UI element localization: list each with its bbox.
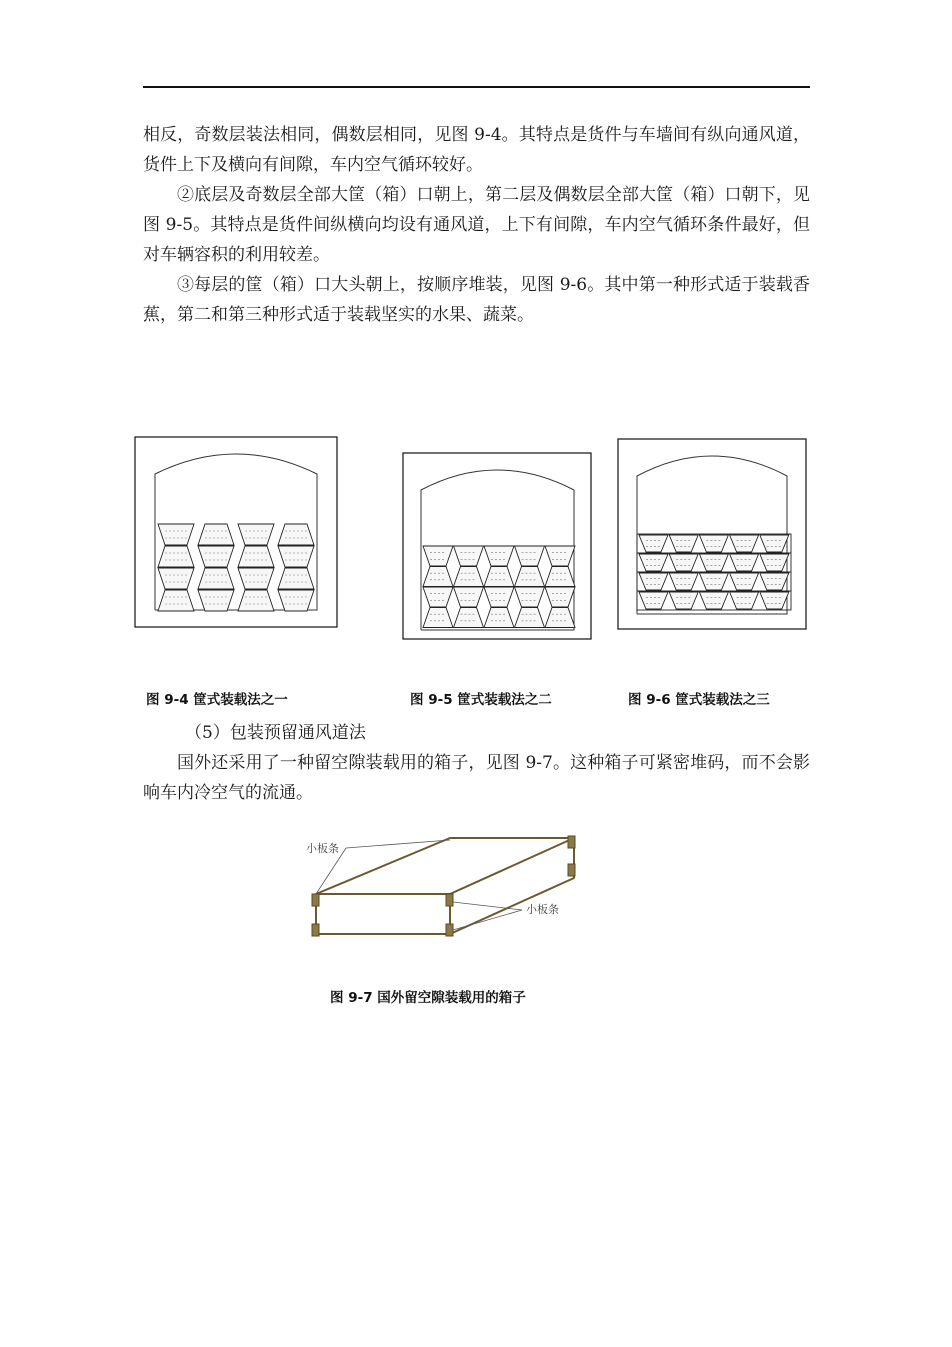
body-text-bottom [143, 718, 810, 808]
basket-shape [760, 554, 789, 571]
paragraph-method-3: ③每层的筐（箱）口大头朝上，按顺序堆装，见图 9-6。其中第一种形式适于装载香蕉，第二和第三种形式适于装载坚实的水果、蔬菜。 [143, 275, 810, 325]
basket-shape [730, 592, 759, 609]
basket-shape [423, 608, 453, 628]
basket-shape [639, 554, 668, 571]
basket-shape [545, 546, 575, 566]
basket-shape [198, 546, 234, 567]
basket-shape [278, 590, 314, 611]
figure-9-7-diagram [300, 830, 590, 970]
basket-shape [515, 587, 545, 607]
body-text-top [143, 120, 810, 330]
basket-shape [699, 573, 728, 590]
basket-shape [238, 590, 274, 611]
basket-shape [484, 567, 514, 587]
basket-shape [515, 546, 545, 566]
basket-shape [238, 568, 274, 589]
basket-shape [158, 546, 194, 567]
basket-shape [198, 524, 234, 545]
basket-shape [669, 573, 698, 590]
paragraph-ventilation-box: 国外还采用了一种留空隙装载用的箱子，见图 9-7。这种箱子可紧密堆码，而不会影响车内冷空气的流通。 [143, 753, 810, 803]
basket-shape [639, 592, 668, 609]
caption-fig-9-7: 图 9-7 国外留空隙装载用的箱子 [330, 990, 526, 1006]
section-heading: （5）包装预留通风道法 [185, 723, 366, 743]
basket-shape [158, 590, 194, 611]
basket-shape [238, 524, 274, 545]
basket-shape [545, 587, 575, 607]
basket-shape [669, 554, 698, 571]
basket-shape [278, 546, 314, 567]
label-slat-top: 小板条 [306, 842, 339, 855]
caption-fig-9-5: 图 9-5 筐式装载法之二 [410, 692, 552, 708]
figure-9-4-diagram [134, 436, 338, 628]
basket-shape [639, 573, 668, 590]
basket-shape [454, 546, 484, 566]
basket-shape [699, 554, 728, 571]
basket-shape [515, 567, 545, 587]
basket-shape [484, 587, 514, 607]
figure-9-5-diagram [402, 452, 592, 640]
basket-shape [669, 592, 698, 609]
basket-shape [423, 546, 453, 566]
caption-fig-9-6: 图 9-6 筐式装载法之三 [628, 692, 770, 708]
basket-shape [423, 587, 453, 607]
basket-shape [545, 608, 575, 628]
basket-shape [730, 573, 759, 590]
label-slat-right: 小板条 [526, 903, 559, 916]
basket-shape [238, 546, 274, 567]
basket-shape [484, 608, 514, 628]
basket-shape [198, 568, 234, 589]
basket-shape [760, 535, 789, 552]
basket-shape [423, 567, 453, 587]
basket-shape [198, 590, 234, 611]
header-rule [143, 86, 810, 88]
basket-shape [278, 524, 314, 545]
basket-shape [699, 592, 728, 609]
basket-shape [278, 568, 314, 589]
basket-shape [515, 608, 545, 628]
basket-shape [730, 535, 759, 552]
paragraph-continuation: 相反，奇数层装法相同，偶数层相同，见图 9-4。其特点是货件与车墙间有纵向通风道，货件上下及横向有间隙，车内空气循环较好。 [143, 125, 810, 175]
basket-shape [484, 546, 514, 566]
basket-shape [669, 535, 698, 552]
basket-shape [699, 535, 728, 552]
basket-shape [760, 573, 789, 590]
basket-shape [454, 587, 484, 607]
basket-shape [158, 524, 194, 545]
basket-shape [760, 592, 789, 609]
basket-shape [730, 554, 759, 571]
basket-shape [639, 535, 668, 552]
basket-shape [158, 568, 194, 589]
basket-shape [454, 567, 484, 587]
basket-shape [454, 608, 484, 628]
caption-fig-9-4: 图 9-4 筐式装载法之一 [146, 692, 288, 708]
basket-shape [545, 567, 575, 587]
figure-9-6-diagram [617, 438, 807, 630]
paragraph-method-2: ②底层及奇数层全部大筐（箱）口朝上，第二层及偶数层全部大筐（箱）口朝下，见图 9-5。其特点是货件间纵横向均设有通风道，上下有间隙，车内空气循环条件最好，但对车辆容积的利用较差。 [143, 185, 810, 265]
